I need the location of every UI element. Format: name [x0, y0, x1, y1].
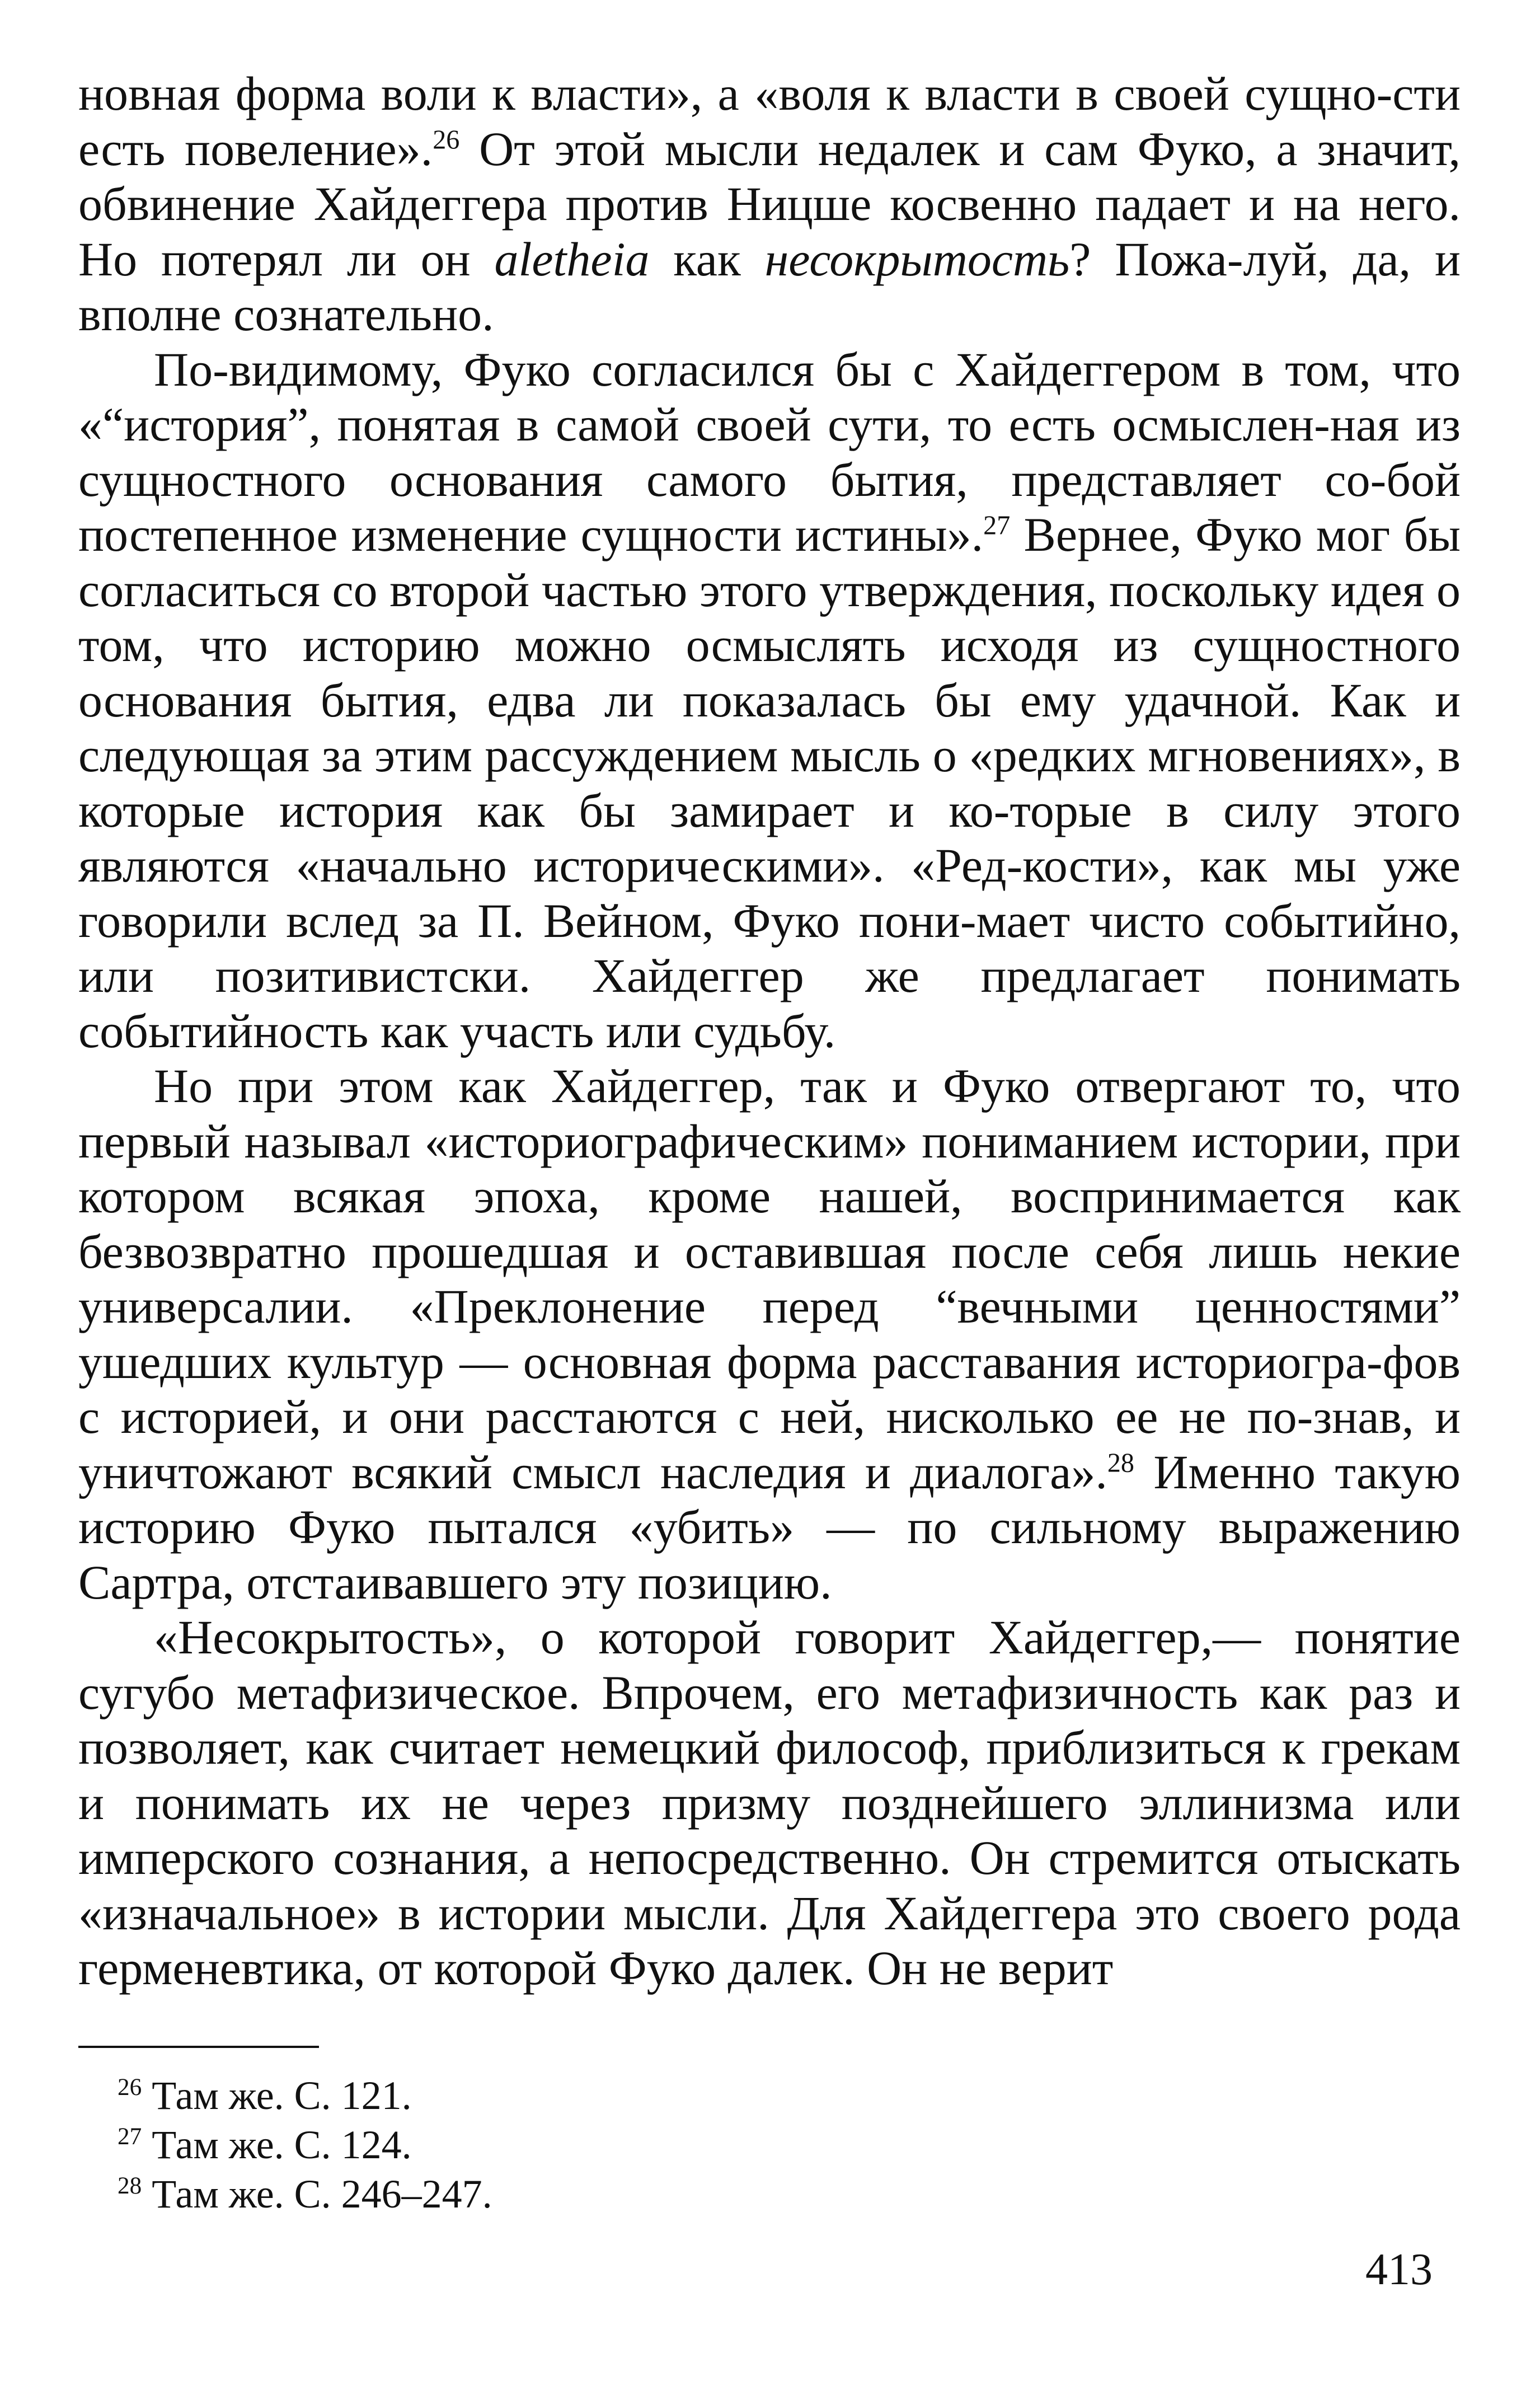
paragraph-1-text-c: как: [649, 232, 765, 286]
paragraph-1-text-a: новная форма воли к власти», а «воля к власти в своей сущно-сти есть повеление».: [78, 67, 1461, 176]
footnote-27: [118, 2120, 492, 2169]
paragraph-3-text-a: Но при этом как Хайдеггер, так и Фуко отвергают то, что первый называл «историографическим» пониманием истории, при котором всякая эпоха, кроме нашей, воспринимается как безвозвратно прошедшая и оставившая после себя лишь некие универсалии. «Преклонение перед “вечными ценностями” ушедших культур — основная форма расставания историогра-фов с историей, и они расстаются с ней, нисколько ее не по-знав, и уничтожают всякий смысл наследия и диалога».: [78, 1059, 1461, 1499]
paragraph-2-text-a: По-видимому, Фуко согласился бы с Хайдеггером в том, что «“история”, понятая в самой своей сути, то есть осмыслен-ная из сущностного основания самого бытия, представляет со-бой постепенное изменение сущности истины».: [78, 342, 1461, 561]
term-nesokrytost: несокрытость: [764, 232, 1070, 286]
paragraph-4: [78, 1610, 1461, 1996]
paragraph-3-text-b: Именно такую историю Фуко пытался «убить» — по сильному выражению Сартра, отстаивавшего эту позицию.: [78, 1445, 1461, 1609]
paragraph-1: [78, 66, 1461, 342]
paragraph-1-text-b: От этой мысли недалек и сам Фуко, а значит, обвинение Хайдеггера против Ницше косвенно падает и на него. Но потерял ли он: [78, 121, 1461, 286]
footnote-28: [118, 2169, 492, 2219]
paragraph-3: [78, 1058, 1461, 1610]
footnote-number: 26: [118, 2074, 142, 2101]
footnote-text: Там же. С. 121.: [152, 2073, 412, 2118]
term-aletheia: aletheia: [494, 232, 650, 286]
footnote-26: [118, 2071, 492, 2120]
paragraph-4-text: «Несокрытость», о которой говорит Хайдеггер,— понятие сугубо метафизическое. Впрочем, его метафизичность как раз и позволяет, как считает немецкий философ, приблизиться к грекам и понимать их не через призму позднейшего эллинизма или имперского сознания, а непосредственно. Он стремится отыскать «изначальное» в истории мысли. Для Хайдеггера это своего рода герменевтика, от которой Фуко далек. Он не верит: [78, 1610, 1461, 1995]
main-text: [78, 66, 1461, 1996]
footnote-ref-26: 26: [433, 124, 460, 154]
footnote-ref-28: 28: [1107, 1447, 1134, 1478]
page-number: 413: [1365, 2245, 1433, 2294]
footnote-text: Там же. С. 246–247.: [152, 2172, 492, 2216]
paragraph-2: [78, 342, 1461, 1059]
footnote-number: 27: [118, 2124, 142, 2150]
footnote-ref-27: 27: [983, 510, 1011, 541]
paragraph-1-text-d: ? Пожа-луй, да, и вполне сознательно.: [78, 232, 1461, 341]
paragraph-2-text-b: Вернее, Фуко мог бы согласиться со второй частью этого утверждения, поскольку идея о том, что историю можно осмыслять исходя из сущностного основания бытия, едва ли показалась бы ему удачной. Как и следующая за этим рассуждением мысль о «редких мгновениях», в которые история как бы замирает и ко-торые в силу этого являются «начально историческими». «Ред-кости», как мы уже говорили вслед за П. Вейном, Фуко пони-мает чисто событийно, или позитивистски. Хайдеггер же предлагает понимать событийность как участь или судьбу.: [78, 508, 1461, 1058]
footnotes: [118, 2071, 492, 2219]
footnote-separator: [78, 2046, 319, 2048]
footnote-number: 28: [118, 2173, 142, 2199]
footnote-text: Там же. С. 124.: [152, 2122, 412, 2167]
